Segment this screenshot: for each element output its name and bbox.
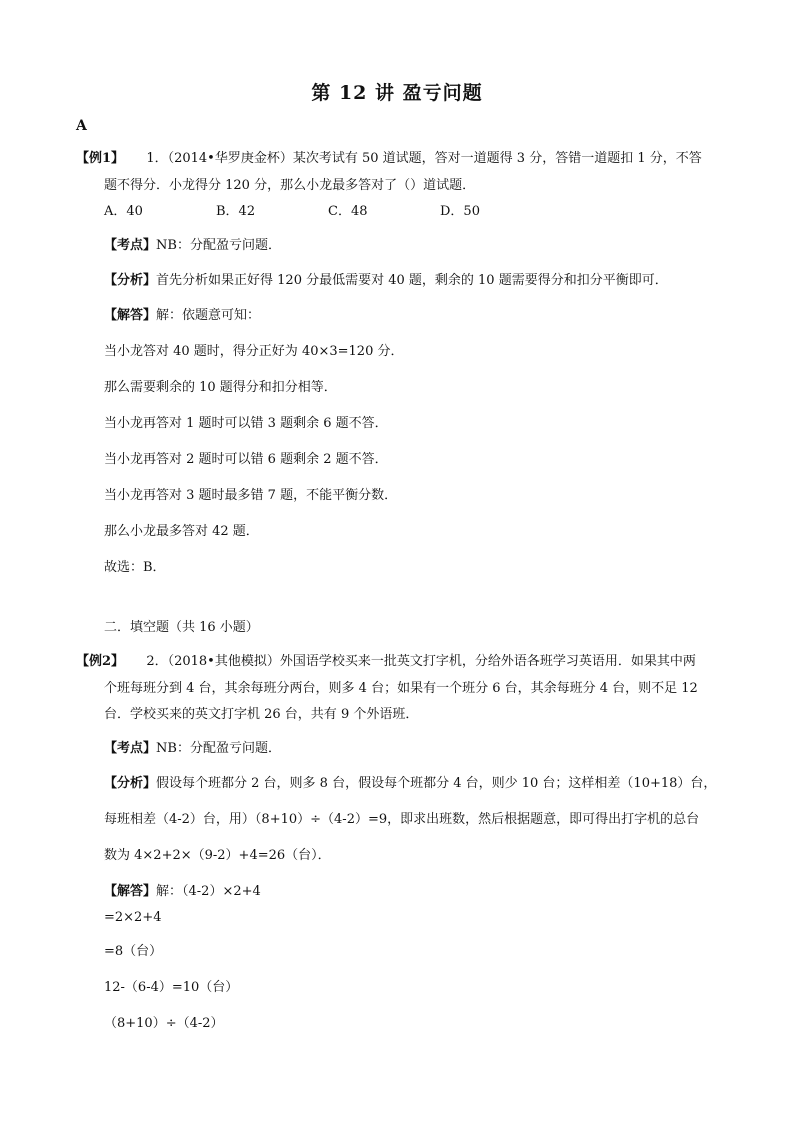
option-a: A．40 xyxy=(104,204,143,219)
example-2-fenxi-3: 数为 4×2+2×（9-2）+4=26（台）． xyxy=(104,848,331,863)
solution-answer: 故选：B． xyxy=(104,560,166,575)
fenxi-label: 【分析】 xyxy=(104,776,157,791)
solution-step: 当小龙再答对 3 题时最多错 7 题，不能平衡分数． xyxy=(104,488,398,503)
example-1-jieda xyxy=(104,304,260,323)
fenxi-label: 【分析】 xyxy=(104,273,157,288)
jieda-label: 【解答】 xyxy=(104,884,157,899)
example-2-tag: 【例2】 xyxy=(76,654,125,669)
kaodian-text: NB：分配盈亏问题． xyxy=(156,741,281,756)
example-2-fenxi-1 xyxy=(104,772,716,791)
fenxi-text-1: 假设每个班都分 2 台，则多 8 台，假设每个班都分 4 台，则少 10 台；这样相差（10+18）台， xyxy=(156,776,717,791)
solution-step: （8+10）÷（4-2） xyxy=(104,1016,224,1031)
jieda-text: 解：（4-2）×2+4 xyxy=(156,884,261,899)
section-label-a: A xyxy=(76,118,87,134)
lecture-title: 第 12 讲 盈亏问题 xyxy=(311,82,483,104)
solution-step: 那么小龙最多答对 42 题． xyxy=(104,524,259,539)
kaodian-label: 【考点】 xyxy=(104,741,157,756)
solution-step: 12-（6-4）=10（台） xyxy=(104,980,239,995)
solution-step: 当小龙再答对 1 题时可以错 3 题剩余 6 题不答． xyxy=(104,416,388,431)
jieda-text: 解：依题意可知： xyxy=(156,308,261,323)
example-1-kaodian xyxy=(104,234,281,253)
example-1-tag: 【例1】 xyxy=(76,151,125,166)
solution-step: =8（台） xyxy=(104,944,163,959)
jieda-label: 【解答】 xyxy=(104,308,157,323)
fenxi-text: 首先分析如果正好得 120 分最低需要对 40 题，剩余的 10 题需要得分和扣分平衡即可． xyxy=(156,273,668,288)
kaodian-label: 【考点】 xyxy=(104,238,157,253)
option-d: D．50 xyxy=(440,204,480,219)
solution-step: 那么需要剩余的 10 题得分和扣分相等． xyxy=(104,380,337,395)
example-2-text-2: 个班每班分到 4 台，其余每班分两台，则多 4 台；如果有一个班分 6 台，其余每班分 4 台，则不足 12 xyxy=(104,681,698,696)
example-1-options xyxy=(104,200,552,219)
solution-step: =2×2+4 xyxy=(104,910,162,925)
example-2-text-3: 台．学校买来的英文打字机 26 台，共有 9 个外语班． xyxy=(104,707,419,722)
example-1-text-2: 题不得分．小龙得分 120 分，那么小龙最多答对了（）道试题． xyxy=(104,178,476,193)
example-2-fenxi-2: 每班相差（4-2）台，用）（8+10）÷（4-2）=9，即求出班数，然后根据题意，即可得出打字机的总台 xyxy=(104,812,700,827)
example-2-jieda xyxy=(104,880,261,899)
example-2-line-1 xyxy=(76,650,696,669)
solution-step: 当小龙答对 40 题时，得分正好为 40×3=120 分． xyxy=(104,344,404,359)
section-heading-fill-in: 二．填空题（共 16 小题） xyxy=(104,620,259,635)
example-1-line-1 xyxy=(76,147,702,166)
example-2-kaodian xyxy=(104,737,281,756)
option-c: C．48 xyxy=(328,204,368,219)
solution-step: 当小龙再答对 2 题时可以错 6 题剩余 2 题不答． xyxy=(104,452,388,467)
example-1-fenxi xyxy=(104,269,668,288)
example-1-text-1: 1．（2014•华罗庚金杯）某次考试有 50 道试题，答对一道题得 3 分，答错一道题扣 1 分，不答 xyxy=(146,151,702,166)
kaodian-text: NB：分配盈亏问题． xyxy=(156,238,281,253)
option-b: B．42 xyxy=(216,204,256,219)
example-2-text-1: 2．（2018•其他模拟）外国语学校买来一批英文打字机，分给外语各班学习英语用．如果其中两 xyxy=(146,654,696,669)
